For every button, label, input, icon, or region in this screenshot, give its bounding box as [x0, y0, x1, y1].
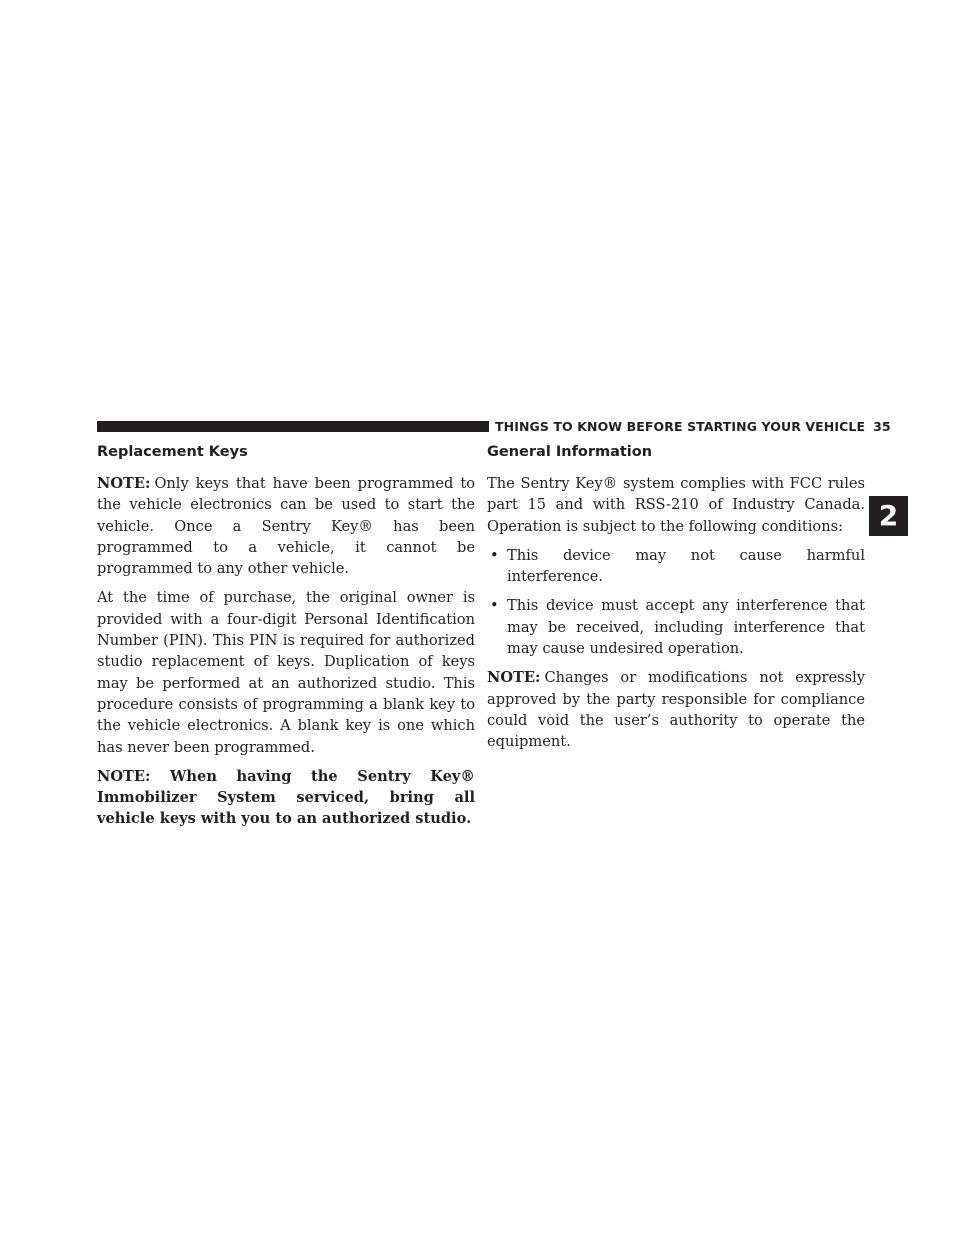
conditions-list — [487, 545, 865, 659]
bullet-icon: • — [490, 546, 499, 564]
note-text: Only keys that have been programmed to the vehicle electronics can be used to start the vehicle. Once a Sentry Key® has been programmed to a vehicle, it cannot be programmed to any other vehicle. — [97, 475, 475, 578]
running-header — [495, 419, 891, 434]
right-column — [487, 443, 865, 761]
note-label: NOTE: — [487, 669, 541, 687]
header-rule-bar — [97, 421, 489, 432]
pin-paragraph: At the time of purchase, the original owner is provided with a four-digit Personal Identification Number (PIN). This PIN is required for authorized studio replacement of keys. Duplication of keys may be performed at an authorized studio. This procedure consists of programming a blank key to the vehicle electronics. A blank key is one which has never been programmed. — [97, 589, 475, 756]
left-column — [97, 443, 475, 838]
chapter-tab: 2 — [869, 496, 908, 536]
section-heading-replacement-keys: Replacement Keys — [97, 444, 248, 460]
note-text: Changes or modifications not expressly approved by the party responsible for compliance could void the user’s authority to operate the equipment. — [487, 669, 865, 751]
running-header-title: THINGS TO KNOW BEFORE STARTING YOUR VEHICLE — [495, 419, 866, 434]
immobilizer-service-note: NOTE: When having the Sentry Key® Immobilizer System serviced, bring all vehicle keys with you to an authorized studio. — [97, 767, 475, 828]
section-heading-general-information: General Information — [487, 444, 653, 460]
page-number: 35 — [873, 419, 891, 434]
fcc-intro-paragraph: The Sentry Key® system complies with FCC rules part 15 and with RSS-210 of Industry Canada. Operation is subject to the following conditions: — [487, 475, 865, 535]
bullet-icon: • — [490, 597, 499, 615]
note-label: NOTE: — [97, 475, 151, 492]
modifications-note-paragraph — [487, 667, 865, 752]
list-item: • This device may not cause harmful interference. — [490, 546, 865, 586]
note-paragraph-keys — [97, 473, 475, 579]
list-item: • This device must accept any interference that may be received, including interference that may cause undesired operation. — [490, 597, 865, 658]
